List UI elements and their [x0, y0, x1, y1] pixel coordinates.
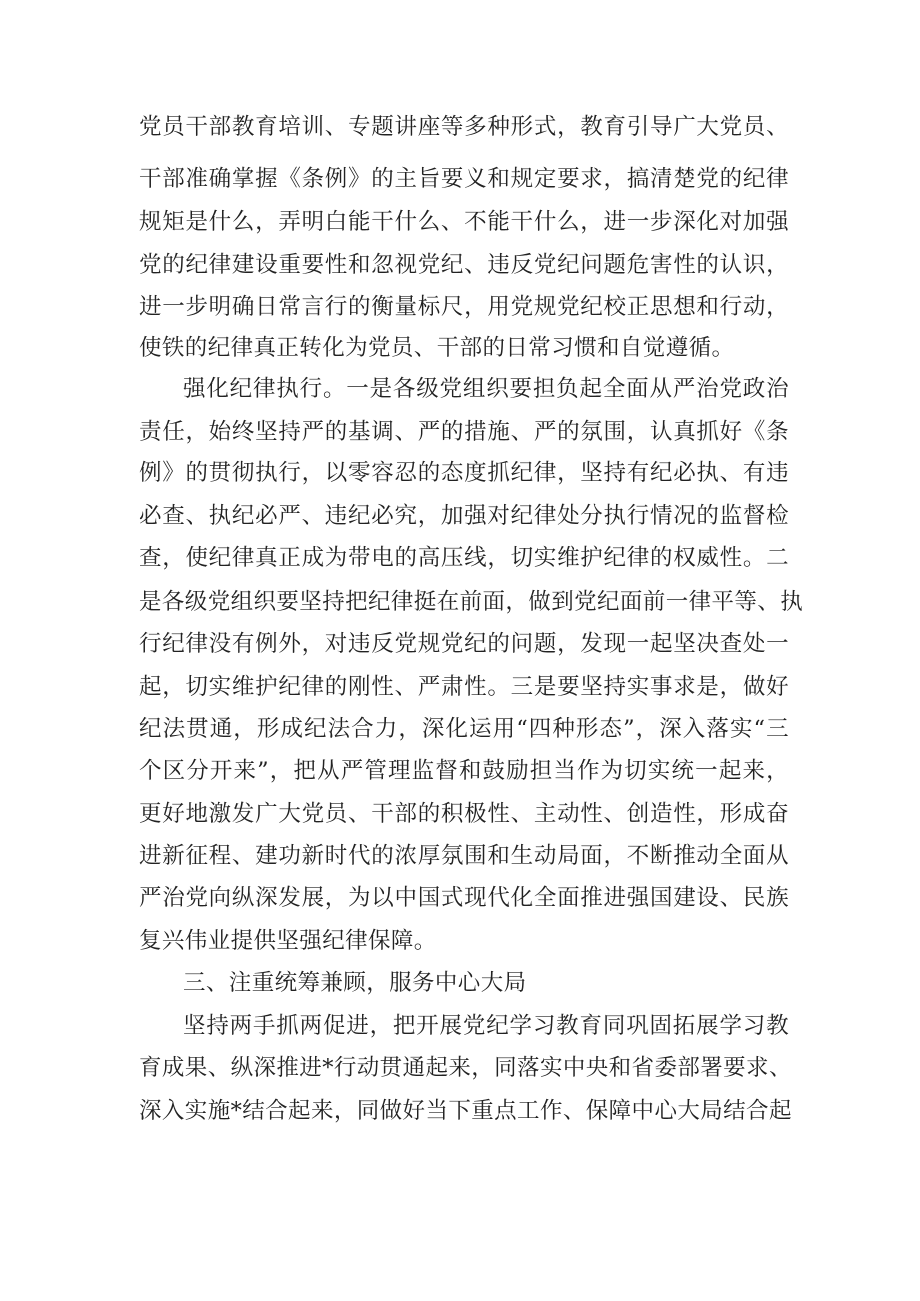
- paragraph-line: 个区分开来”，把从严管理监督和鼓励担当作为切实统一起来，: [139, 758, 789, 784]
- paragraph-line: 进新征程、建功新时代的浓厚氛围和生动局面，不断推动全面从: [139, 843, 789, 869]
- paragraph-line: 党员干部教育培训、专题讲座等多种形式，教育引导广大党员、: [139, 114, 789, 140]
- paragraph-line: 深入实施*结合起来，同做好当下重点工作、保障中心大局结合起: [139, 1098, 792, 1124]
- paragraph-line: 进一步明确日常言行的衡量标尺，用党规党纪校正思想和行动，: [139, 294, 789, 320]
- paragraph-line: 是各级党组织要坚持把纪律挺在前面，做到党纪面前一律平等、执: [139, 589, 804, 615]
- paragraph-line: 坚持两手抓两促进，把开展党纪学习教育同巩固拓展学习教: [183, 1013, 789, 1039]
- paragraph-line: 行纪律没有例外，对违反党规党纪的问题，发现一起坚决查处一: [139, 631, 789, 657]
- paragraph-line: 规矩是什么，弄明白能干什么、不能干什么，进一步深化对加强: [139, 209, 789, 235]
- paragraph-line: 更好地激发广大党员、干部的积极性、主动性、创造性，形成奋: [139, 801, 789, 827]
- paragraph-line: 党的纪律建设重要性和忽视党纪、违反党纪问题危害性的认识，: [139, 252, 789, 278]
- paragraph-line: 育成果、纵深推进*行动贯通起来，同落实中央和省委部署要求、: [139, 1055, 792, 1081]
- paragraph-line: 起，切实维护纪律的刚性、严肃性。三是要坚持实事求是，做好: [139, 674, 789, 700]
- paragraph-line: 责任，始终坚持严的基调、严的措施、严的氛围，认真抓好《条: [139, 419, 789, 445]
- paragraph-line: 例》的贯彻执行，以零容忍的态度抓纪律，坚持有纪必执、有违: [139, 460, 789, 486]
- paragraph-line: 复兴伟业提供坚强纪律保障。: [139, 928, 437, 954]
- paragraph-line: 纪法贯通，形成纪法合力，深化运用“四种形态”，深入落实“三: [139, 716, 789, 742]
- paragraph-line: 必查、执纪必严、违纪必究，加强对纪律处分执行情况的监督检: [139, 503, 789, 529]
- section-heading: 三、注重统筹兼顾，服务中心大局: [183, 970, 527, 996]
- paragraph-line: 干部准确掌握《条例》的主旨要义和规定要求，搞清楚党的纪律: [139, 166, 789, 192]
- paragraph-line: 严治党向纵深发展，为以中国式现代化全面推进强国建设、民族: [139, 885, 789, 911]
- paragraph-line: 使铁的纪律真正转化为党员、干部的日常习惯和自觉遵循。: [139, 335, 735, 361]
- paragraph-line: 强化纪律执行。一是各级党组织要担负起全面从严治党政治: [183, 376, 789, 402]
- paragraph-line: 查，使纪律真正成为带电的高压线，切实维护纪律的权威性。二: [139, 545, 789, 571]
